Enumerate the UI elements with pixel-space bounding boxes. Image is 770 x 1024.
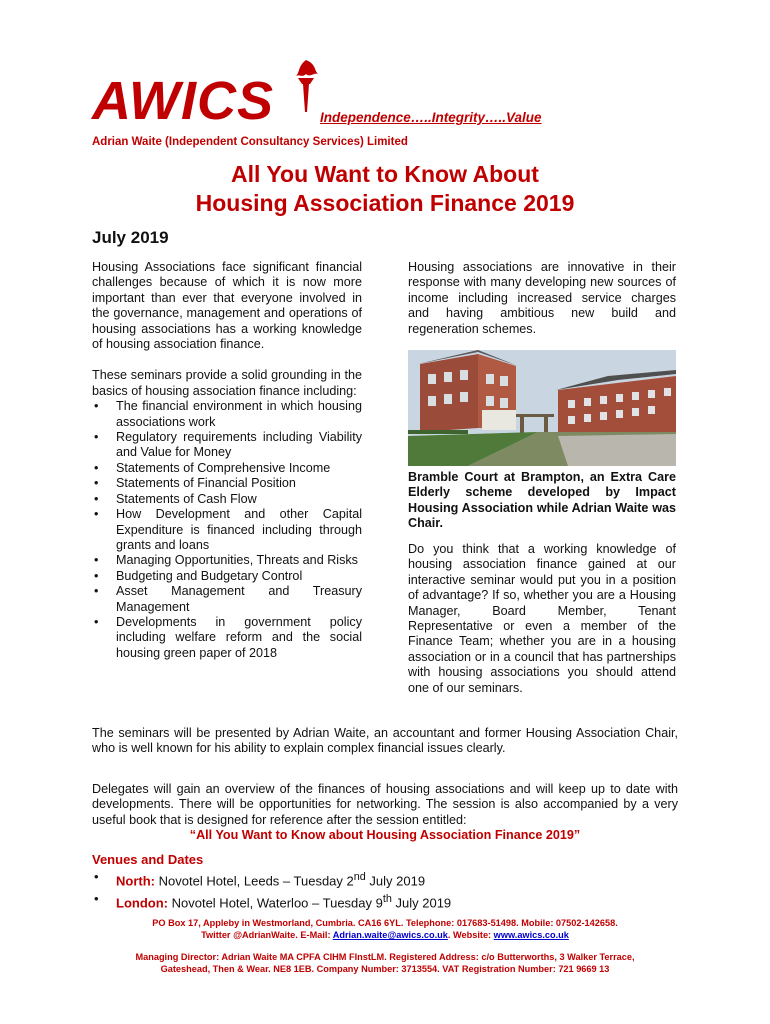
footer-online: [92, 929, 678, 941]
list-item: • How Development and other Capital Expenditure is financed including through grants and loans: [116, 507, 362, 553]
website-link[interactable]: www.awics.co.uk: [493, 930, 569, 940]
date-heading: July 2019: [92, 228, 169, 247]
footer-company-number: Gateshead, Then & Wear. NE8 1EB. Company Number: 3713554. VAT Registration Number: 721 9669 13: [160, 964, 610, 974]
list-item: • The financial environment in which housing associations work: [116, 399, 362, 430]
venue-item-north: [116, 868, 451, 890]
email-link[interactable]: Adrian.waite@awics.co.uk: [332, 930, 448, 940]
venue-detail: Novotel Hotel, Leeds – Tuesday 2: [158, 873, 354, 889]
venue-date-suffix: th: [382, 893, 392, 906]
footer-address: PO Box 17, Appleby in Westmorland, Cumbria. CA16 6YL. Telephone: 017683-51498. Mobile: 07502-142658.: [152, 918, 618, 928]
grounding-paragraph: These seminars provide a solid grounding in the basics of housing association finance including:: [92, 368, 362, 398]
company-name: Adrian Waite (Independent Consultancy Services) Limited: [92, 136, 408, 148]
footer-director: Managing Director: Adrian Waite MA CPFA CIHM FInstLM. Registered Address: c/o Butterworths, 3 Walker Terrace,: [135, 952, 635, 962]
list-item: • Managing Opportunities, Threats and Risks: [116, 553, 362, 568]
list-item: • Statements of Financial Position: [116, 476, 362, 491]
venue-detail: Novotel Hotel, Waterloo – Tuesday 9: [171, 895, 383, 911]
seminars-text: The seminars will be presented by Adrian Waite, an accountant and former Housing Association Chair, who is well known for his ability to explain complex financial issues clearly.: [92, 726, 678, 756]
list-item: • Asset Management and Treasury Management: [116, 584, 362, 615]
venue-month: July 2019: [391, 895, 452, 911]
venue-item-london: [116, 890, 451, 912]
delegates-text: Delegates will gain an overview of the finances of housing associations and will keep up to date with developments. There will be opportunities for networking. The session is also accompanied by a very useful book that is designed for reference after the session entitled:: [92, 782, 678, 827]
intro-paragraph: Housing Associations face significant financial challenges because of which it is now more important than ever that everyone involved in the governance, management and operations of housing associations has a working knowledge of housing association finance.: [92, 260, 362, 352]
list-item: • Developments in government policy including welfare reform and the social housing green paper of 2018: [116, 615, 362, 661]
innovation-paragraph: Housing associations are innovative in their response with many developing new sources of income including increased service charges and having ambitious new build and regeneration schemes.: [408, 260, 676, 336]
right-column-advantage: [408, 542, 676, 696]
venue-city: London:: [116, 895, 168, 911]
footer-twitter: Twitter @AdrianWaite. E-Mail:: [201, 930, 333, 940]
right-column-intro: [408, 260, 676, 337]
footer-contact: [92, 917, 678, 941]
list-item: • Statements of Comprehensive Income: [116, 461, 362, 476]
list-item: • Budgeting and Budgetary Control: [116, 569, 362, 584]
list-item: • Regulatory requirements including Viability and Value for Money: [116, 430, 362, 461]
topics-list: [92, 399, 362, 661]
venues-list: [92, 868, 451, 913]
delegates-paragraph: [92, 782, 678, 844]
venue-month: July 2019: [365, 873, 426, 889]
venues-heading: Venues and Dates: [92, 852, 204, 867]
venue-city: North:: [116, 873, 155, 889]
advantage-paragraph: Do you think that a working knowledge of housing association finance gained at our interactive seminar would put you in a position of advantage? If so, whether you are a Housing Manager, Board Member, Tenant Representative or even a member of the Finance Team; whether you are in a housing association or in a council that has partnerships with housing associations you should attend one of our seminars.: [408, 542, 676, 695]
torch-icon: [290, 58, 322, 114]
left-column: [92, 260, 362, 661]
book-title: “All You Want to Know about Housing Association Finance 2019”: [189, 828, 581, 843]
title-line-1: All You Want to Know About: [231, 161, 539, 187]
footer-separator: . Website:: [447, 930, 494, 940]
title-line-2: Housing Association Finance 2019: [195, 190, 575, 216]
page-title: [92, 160, 678, 218]
seminars-paragraph: [92, 726, 678, 757]
bramble-court-photo: [408, 350, 676, 466]
footer-registration: [92, 951, 678, 975]
tagline: Independence…..Integrity…..Value: [320, 110, 542, 125]
list-item: • Statements of Cash Flow: [116, 492, 362, 507]
awics-logo: AWICS: [92, 71, 275, 131]
photo-caption: Bramble Court at Brampton, an Extra Care Elderly scheme developed by Impact Housing Association while Adrian Waite was Chair.: [408, 470, 676, 531]
venue-date-suffix: nd: [353, 871, 366, 883]
